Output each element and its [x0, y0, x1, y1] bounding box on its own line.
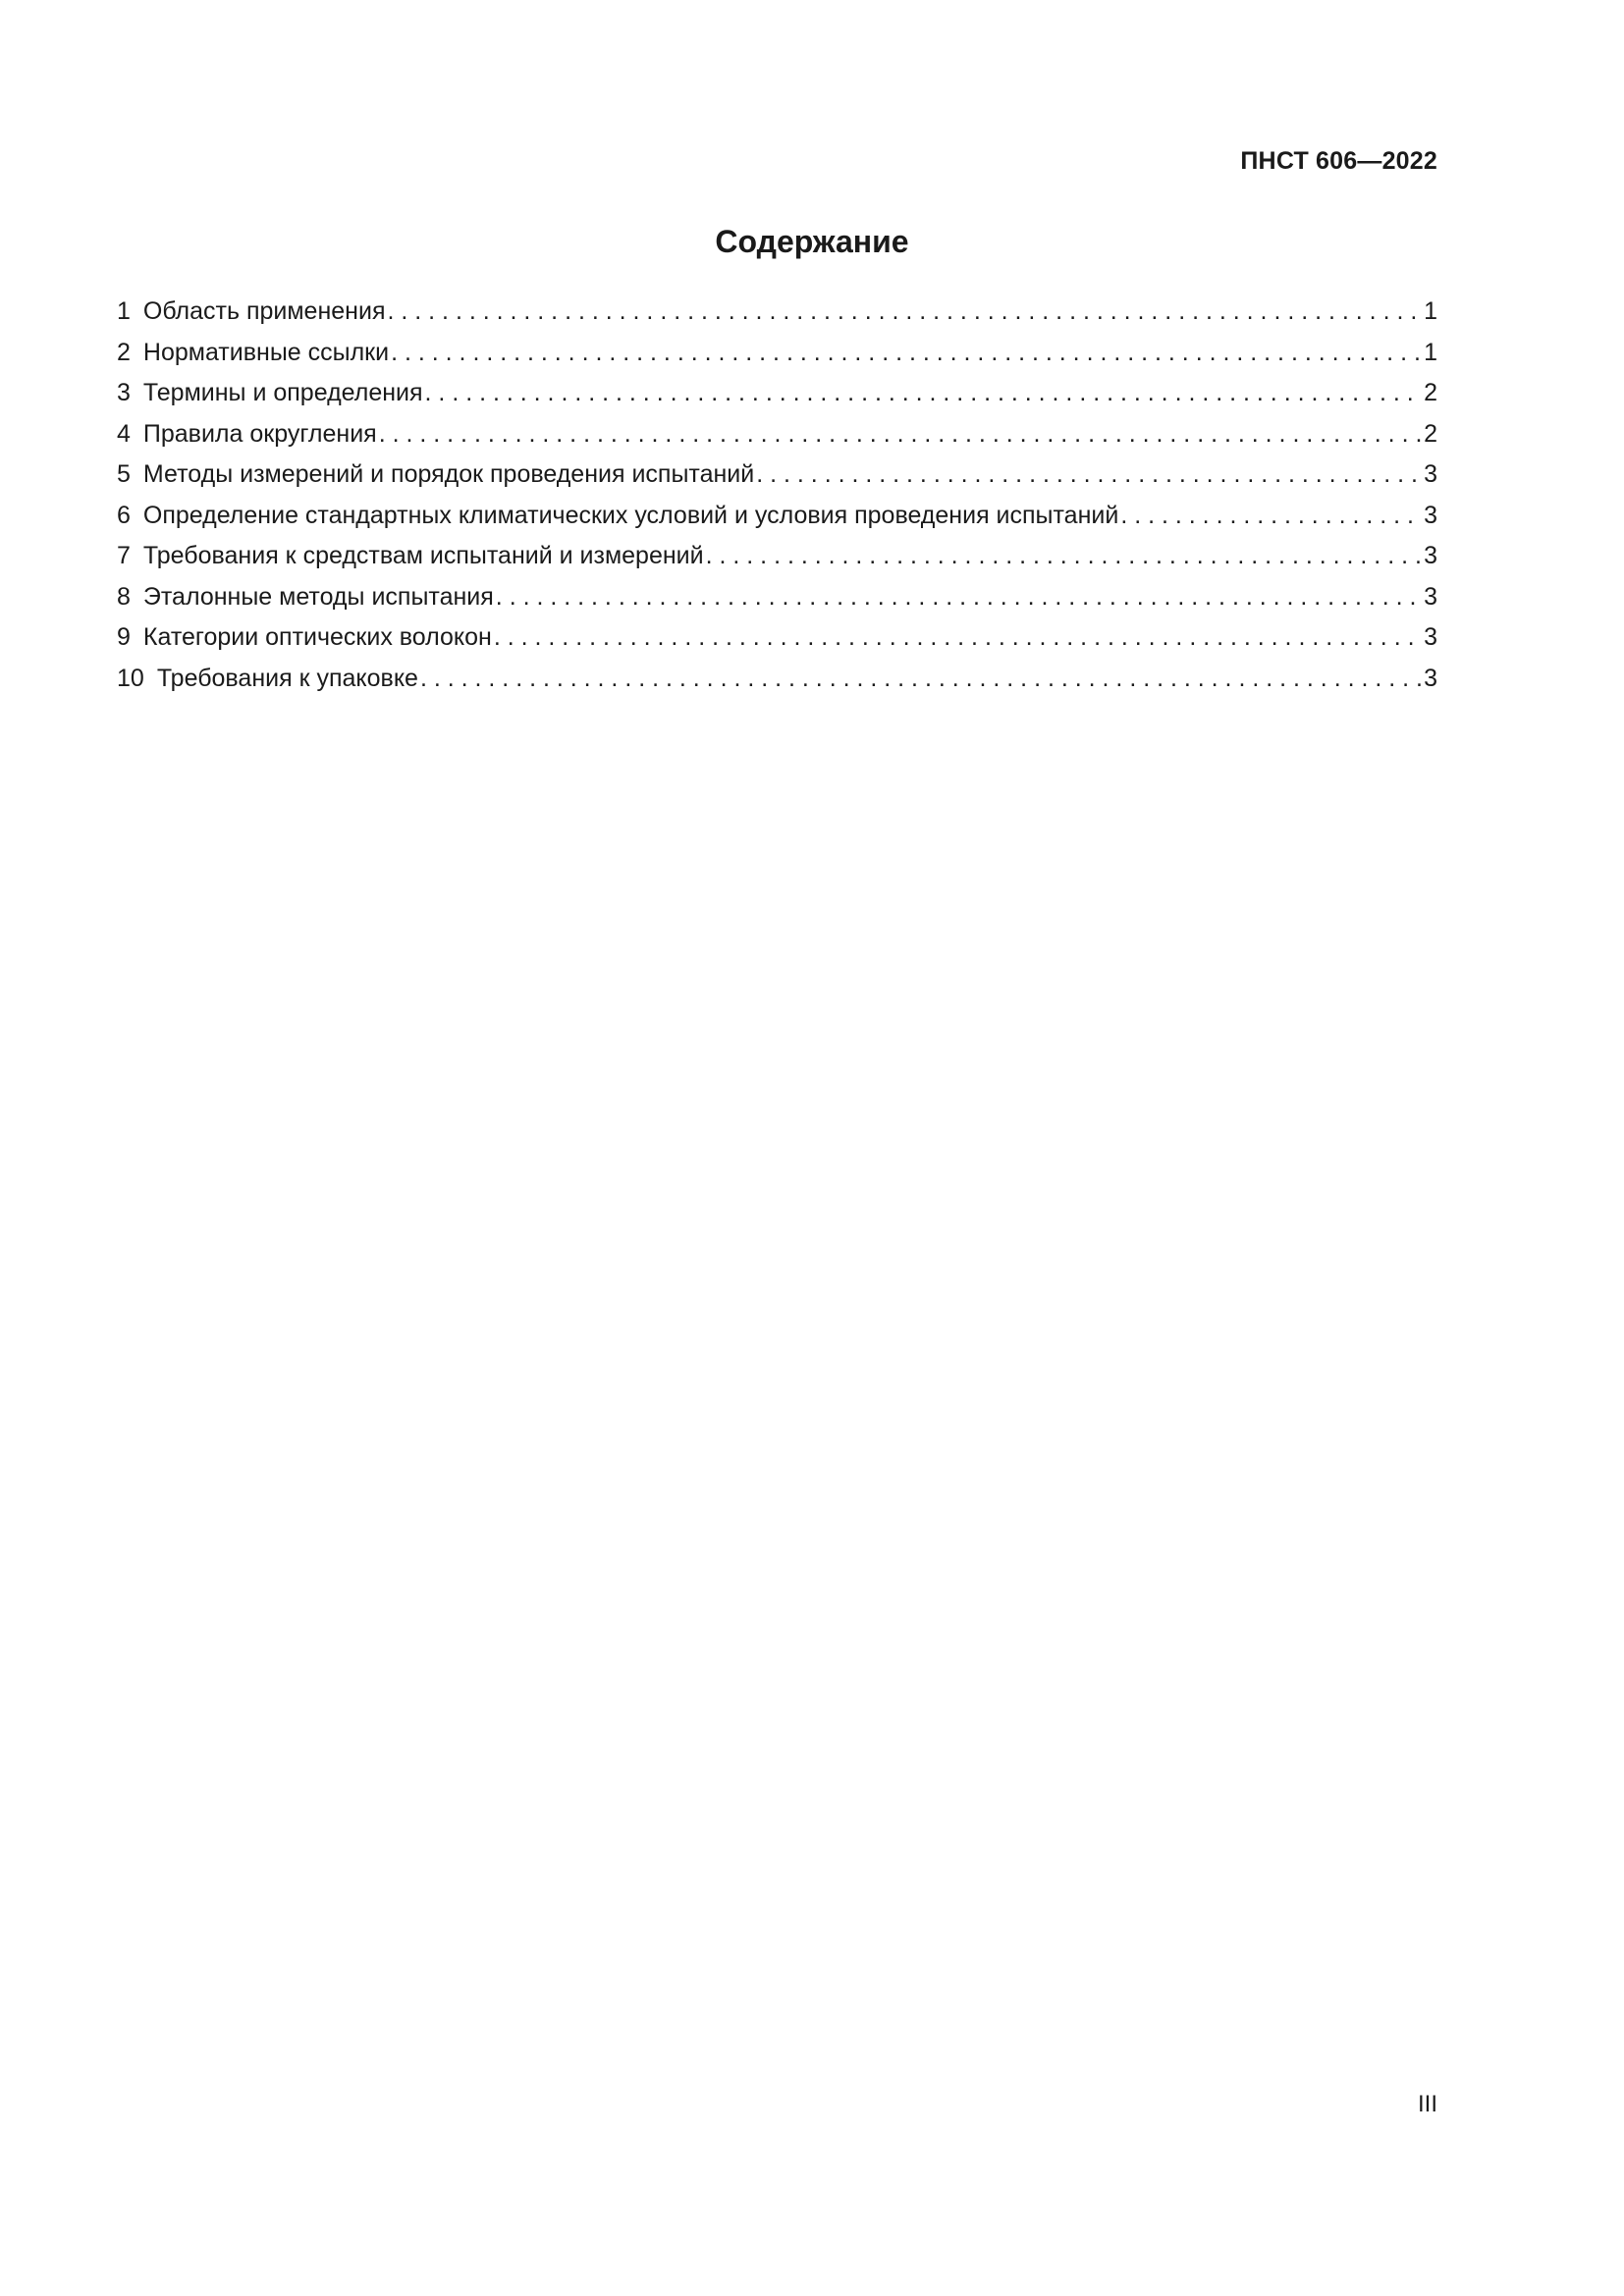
toc-item-number: 1 [117, 297, 131, 325]
page-number: III [1417, 2091, 1437, 2117]
toc-item[interactable] [117, 617, 1437, 659]
toc-item-number: 8 [117, 582, 131, 611]
toc-item[interactable] [117, 454, 1437, 496]
table-of-contents [117, 292, 1437, 699]
toc-item[interactable] [117, 536, 1437, 577]
toc-item[interactable] [117, 577, 1437, 618]
toc-dot-leader [756, 454, 1422, 496]
toc-item[interactable] [117, 373, 1437, 414]
toc-dot-leader [379, 414, 1422, 455]
toc-item-label: Область применения [142, 297, 386, 325]
toc-dot-leader [494, 617, 1422, 659]
toc-item-page: 3 [1424, 623, 1437, 651]
toc-item-label: Требования к средствам испытаний и измерений [142, 542, 704, 569]
toc-item-label: Требования к упаковке [156, 664, 418, 692]
toc-dot-leader [496, 577, 1422, 618]
toc-item[interactable] [117, 659, 1437, 700]
toc-item-number: 4 [117, 419, 131, 448]
toc-item-number: 2 [117, 338, 131, 366]
toc-item[interactable] [117, 414, 1437, 455]
toc-title: Содержание [715, 224, 909, 259]
toc-item-label: Правила округления [142, 419, 377, 448]
toc-item-page: 3 [1424, 501, 1437, 529]
toc-item[interactable] [117, 496, 1437, 537]
toc-item-page: 2 [1424, 379, 1437, 406]
toc-item-page: 3 [1424, 582, 1437, 611]
toc-item-label: Нормативные ссылки [142, 338, 390, 366]
toc-item-label: Определение стандартных климатических условий и условия проведения испытаний [142, 501, 1119, 529]
toc-dot-leader [387, 292, 1422, 333]
toc-item-label: Термины и определения [142, 379, 423, 406]
document-code: ПНСТ 606—2022 [1240, 147, 1437, 175]
toc-item-number: 7 [117, 542, 131, 569]
toc-item-number: 5 [117, 460, 131, 488]
toc-dot-leader [1120, 496, 1422, 537]
toc-item-label: Категории оптических волокон [142, 623, 492, 651]
toc-item-page: 1 [1424, 338, 1437, 366]
toc-item-number: 6 [117, 501, 131, 529]
toc-item-number: 3 [117, 379, 131, 406]
toc-item-page: 1 [1424, 297, 1437, 325]
toc-dot-leader [420, 659, 1422, 700]
toc-item-number: 10 [117, 664, 144, 692]
toc-dot-leader [706, 536, 1422, 577]
toc-item-page: 3 [1424, 664, 1437, 692]
toc-item-label: Эталонные методы испытания [142, 582, 494, 611]
toc-dot-leader [425, 373, 1423, 414]
toc-item-page: 3 [1424, 460, 1437, 488]
toc-dot-leader [391, 333, 1422, 374]
toc-item-number: 9 [117, 623, 131, 651]
toc-item[interactable] [117, 292, 1437, 333]
toc-item-label: Методы измерений и порядок проведения испытаний [142, 460, 755, 488]
toc-item-page: 2 [1424, 419, 1437, 448]
toc-item-page: 3 [1424, 542, 1437, 569]
toc-item[interactable] [117, 333, 1437, 374]
